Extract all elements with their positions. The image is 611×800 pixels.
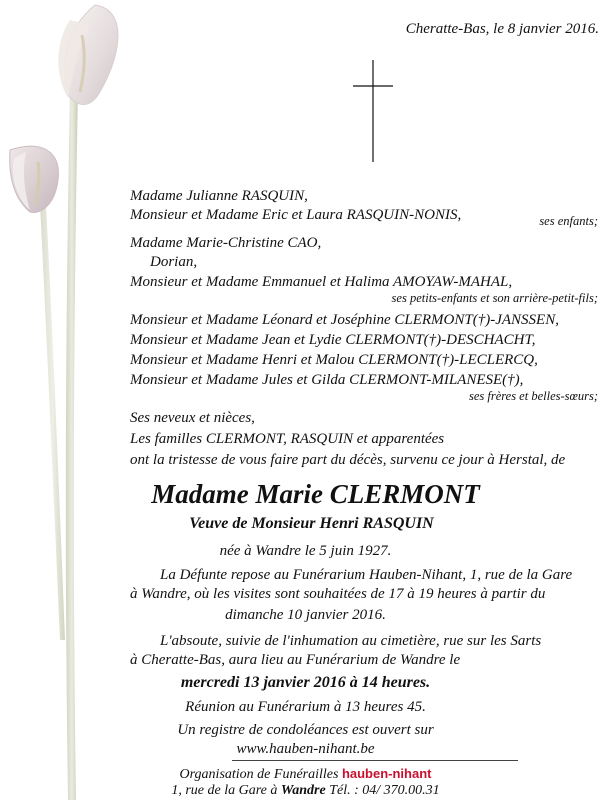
cross-icon [353,60,393,162]
family-line: Monsieur et Madame Léonard et Joséphine CLERMONT(†)-JANSSEN, [130,312,559,328]
family-line: Dorian, [150,254,198,270]
brand-logo: hauben-nihant [341,766,432,781]
relation-label: ses petits-enfants et son arrière-petit-fils; [391,291,598,305]
visitation-line: La Défunte repose au Funérarium Hauben-Nihant, 1, rue de la Gare [160,567,573,583]
phone-number: Tél. : 04/ 370.00.31 [329,783,440,798]
birth-info: née à Wandre le 5 juin 1927. [219,543,392,559]
funeral-line: L'absoute, suivie de l'inhumation au cimetière, rue sur les Sarts [160,633,542,649]
family-line: Monsieur et Madame Jules et Gilda CLERMONT-MILANESE(†), [130,372,524,388]
organisation-prefix: Organisation de Funérailles [179,767,339,782]
funeral-datetime: mercredi 13 janvier 2016 à 14 heures. [180,674,431,691]
relation-label: ses enfants; [539,214,598,228]
family-line: Ses neveux et nièces, [130,410,255,426]
family-line: Madame Julianne RASQUIN, [130,188,308,204]
address-prefix: 1, rue de la Gare à [171,783,278,798]
visitation-line: dimanche 10 janvier 2016. [225,607,386,623]
address-town: Wandre [280,783,326,798]
place-date: Cheratte-Bas, le 8 janvier 2016. [405,21,599,37]
deceased-name: Madame Marie CLERMONT [151,479,480,509]
funeral-line: à Cheratte-Bas, aura lieu au Funérarium de Wandre le [130,652,461,668]
family-line: Monsieur et Madame Eric et Laura RASQUIN-NONIS, [130,207,462,223]
visitation-line: à Wandre, où les visites sont souhaitées de 17 à 19 heures à partir du [130,586,546,602]
meeting-info: Réunion au Funérarium à 13 heures 45. [185,699,426,715]
website-link[interactable]: www.hauben-nihant.be [236,741,375,757]
address-line [0,782,611,800]
family-line: Les familles CLERMONT, RASQUIN et apparentées [130,431,445,447]
announcement-line: ont la tristesse de vous faire part du décès, survenu ce jour à Herstal, de [130,452,566,468]
family-line: Monsieur et Madame Henri et Malou CLERMONT(†)-LECLERCQ, [130,352,538,368]
family-line: Monsieur et Madame Jean et Lydie CLERMONT(†)-DESCHACHT, [130,332,536,348]
family-line: Monsieur et Madame Emmanuel et Halima AMOYAW-MAHAL, [130,274,513,290]
widow-of: Veuve de Monsieur Henri RASQUIN [189,515,434,532]
footer-divider [232,760,518,761]
family-line: Madame Marie-Christine CAO, [130,235,322,251]
relation-label: ses frères et belles-sœurs; [468,389,598,403]
condolences-line: Un registre de condoléances est ouvert sur [177,722,434,738]
